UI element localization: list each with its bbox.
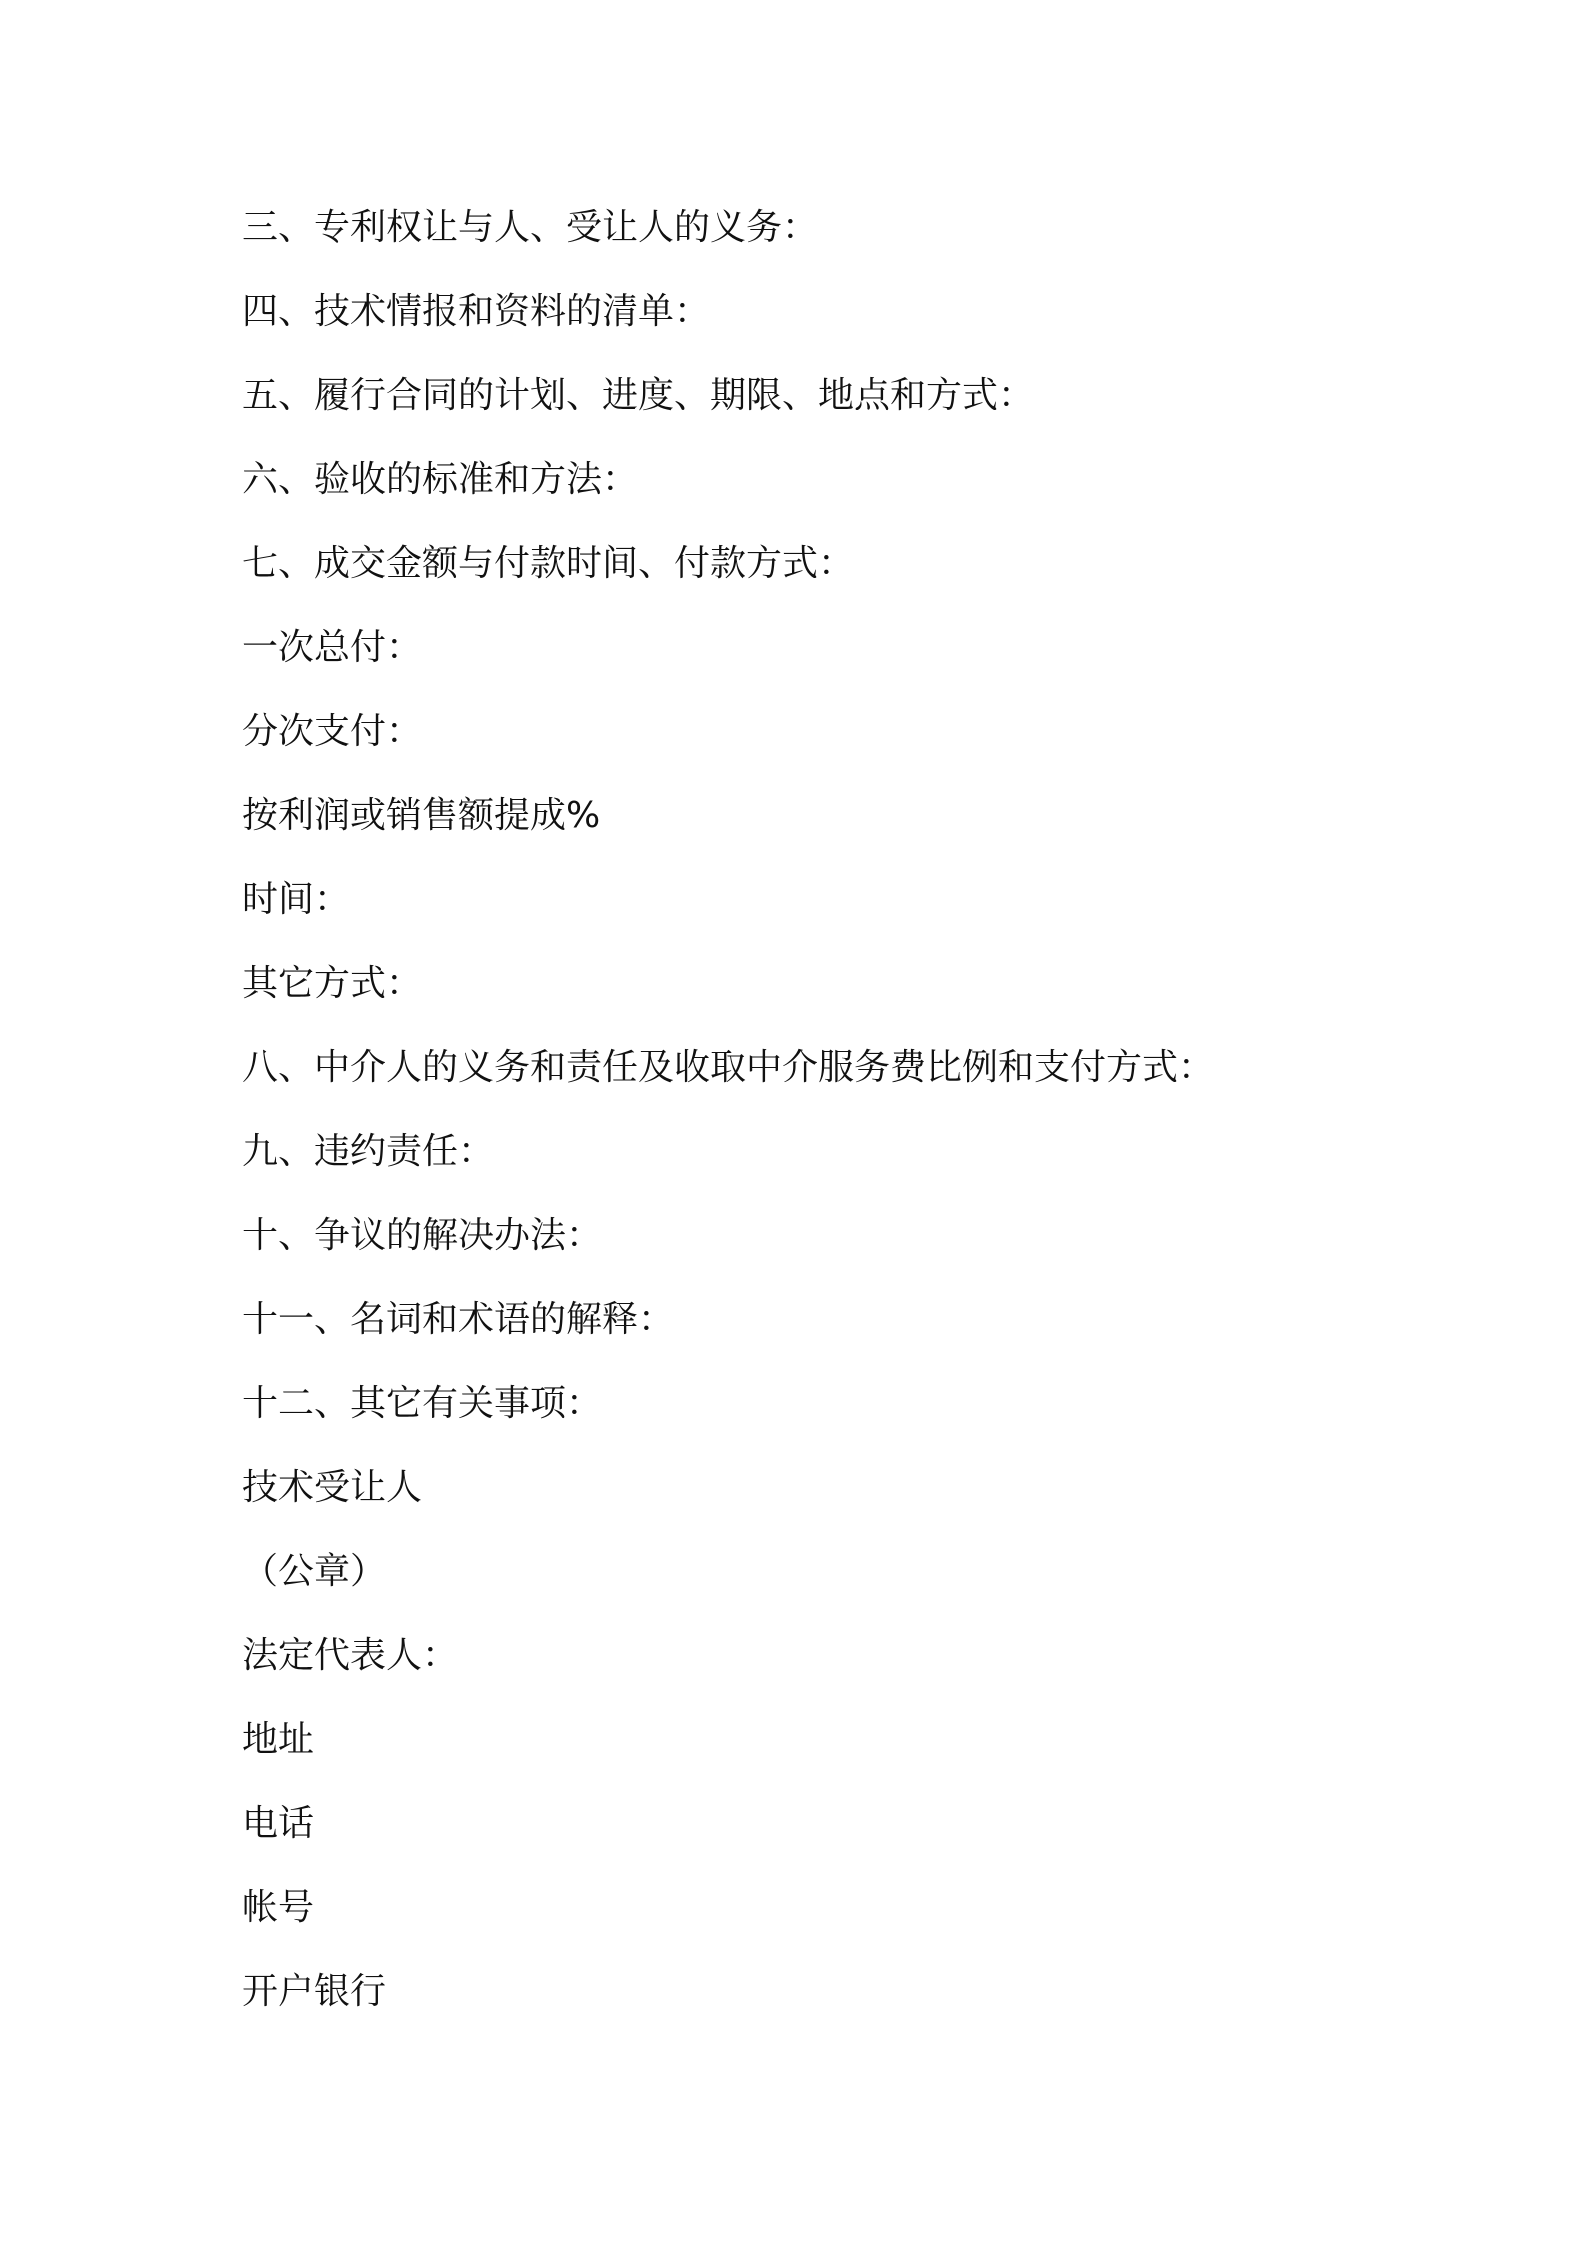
signatory-address: 地址 [242,1719,315,1760]
clause-7-payment: 七、成交金额与付款时间、付款方式： [242,543,855,584]
signatory-transferee: 技术受让人 [242,1467,423,1508]
clause-10-disputes: 十、争议的解决办法： [242,1215,603,1256]
payment-lump-sum: 一次总付： [242,627,423,668]
contract-lines [242,200,1442,2048]
clause-6-acceptance: 六、验收的标准和方法： [242,459,639,500]
payment-installments: 分次支付： [242,711,423,752]
clause-11-terms: 十一、名词和术语的解释： [242,1299,675,1340]
payment-time: 时间： [242,879,351,920]
signatory-phone: 电话 [242,1803,315,1844]
signatory-seal: （公章） [242,1551,387,1592]
signatory-bank: 开户银行 [242,1971,387,2012]
clause-3-transfer-duties: 三、专利权让与人、受让人的义务： [242,207,819,248]
signatory-legal-rep: 法定代表人： [242,1635,459,1676]
clause-12-other-matters: 十二、其它有关事项： [242,1383,603,1424]
clause-5-performance-plan: 五、履行合同的计划、进度、期限、地点和方式： [242,375,1035,416]
clause-8-intermediary: 八、中介人的义务和责任及收取中介服务费比例和支付方式： [242,1047,1215,1088]
clause-4-info-list: 四、技术情报和资料的清单： [242,291,711,332]
clause-9-liability: 九、违约责任： [242,1131,495,1172]
payment-other: 其它方式： [242,963,423,1004]
signatory-account: 帐号 [242,1887,315,1928]
payment-royalty: 按利润或销售额提成% [242,795,601,836]
